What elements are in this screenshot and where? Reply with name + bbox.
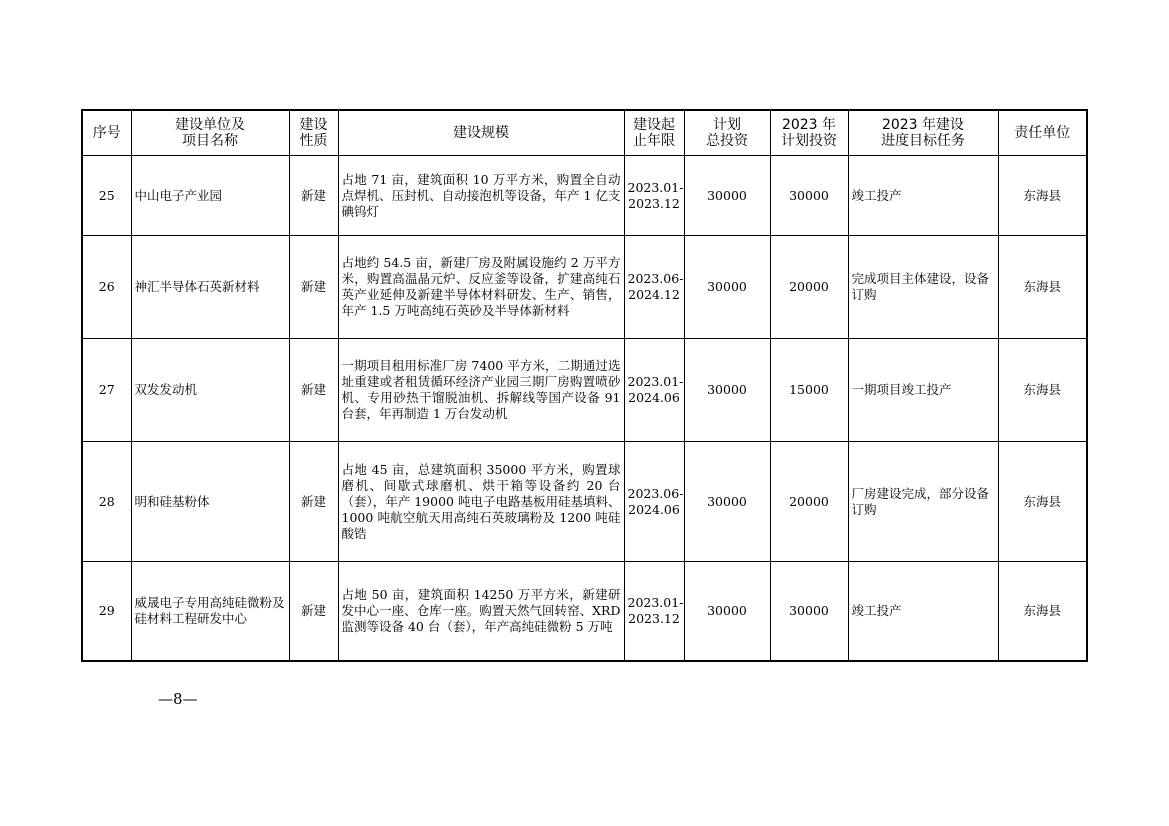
- cell-no: 25: [82, 156, 131, 236]
- cell-no: 28: [82, 442, 131, 562]
- cell-total-investment: 30000: [684, 156, 770, 236]
- header-cell-name: 建设单位及 项目名称: [131, 110, 289, 156]
- header-cell-scale: 建设规模: [338, 110, 624, 156]
- cell-nature: 新建: [289, 562, 338, 661]
- cell-scale: 占地 50 亩，建筑面积 14250 万平方米，新建研发中心一座、仓库一座。购置天然气回转窑、XRD 监测等设备 40 台（套），年产高纯硅微粉 5 万吨: [338, 562, 624, 661]
- cell-target: 一期项目竣工投产: [848, 339, 998, 442]
- cell-plan-2023: 20000: [770, 442, 848, 562]
- cell-nature: 新建: [289, 339, 338, 442]
- cell-period: 2023.01- 2023.12: [624, 562, 684, 661]
- cell-period: 2023.01- 2023.12: [624, 156, 684, 236]
- cell-total-investment: 30000: [684, 236, 770, 339]
- header-cell-target: 2023 年建设 进度目标任务: [848, 110, 998, 156]
- cell-scale: 占地 71 亩，建筑面积 10 万平方米，购置全自动点焊机、压封机、自动接泡机等设备，年产 1 亿支碘钨灯: [338, 156, 624, 236]
- cell-plan-2023: 30000: [770, 562, 848, 661]
- page-number: —8—: [158, 690, 198, 708]
- cell-no: 29: [82, 562, 131, 661]
- cell-plan-2023: 15000: [770, 339, 848, 442]
- table-row: [82, 339, 1087, 442]
- cell-scale: 占地约 54.5 亩，新建厂房及附属设施约 2 万平方米，购置高温晶元炉、反应釜等设备，扩建高纯石英产业延伸及新建半导体材料研发、生产、销售，年产 1.5 万吨高纯石英砂及半导体新材料: [338, 236, 624, 339]
- project-table: [81, 109, 1088, 662]
- table-row: [82, 236, 1087, 339]
- cell-unit: 东海县: [998, 562, 1087, 661]
- cell-name: 神汇半导体石英新材料: [131, 236, 289, 339]
- table-row: [82, 156, 1087, 236]
- table-row: [82, 442, 1087, 562]
- cell-plan-2023: 20000: [770, 236, 848, 339]
- header-cell-no: 序号: [82, 110, 131, 156]
- cell-target: 完成项目主体建设，设备订购: [848, 236, 998, 339]
- cell-target: 竣工投产: [848, 562, 998, 661]
- cell-target: 竣工投产: [848, 156, 998, 236]
- cell-nature: 新建: [289, 156, 338, 236]
- cell-name: 明和硅基粉体: [131, 442, 289, 562]
- cell-nature: 新建: [289, 442, 338, 562]
- cell-period: 2023.06- 2024.12: [624, 236, 684, 339]
- cell-name: 威晟电子专用高纯硅微粉及硅材料工程研发中心: [131, 562, 289, 661]
- cell-period: 2023.01- 2024.06: [624, 339, 684, 442]
- cell-plan-2023: 30000: [770, 156, 848, 236]
- cell-unit: 东海县: [998, 236, 1087, 339]
- cell-total-investment: 30000: [684, 442, 770, 562]
- cell-total-investment: 30000: [684, 339, 770, 442]
- cell-name: 中山电子产业园: [131, 156, 289, 236]
- header-cell-unit: 责任单位: [998, 110, 1087, 156]
- cell-unit: 东海县: [998, 156, 1087, 236]
- cell-unit: 东海县: [998, 339, 1087, 442]
- cell-no: 27: [82, 339, 131, 442]
- header-cell-total-investment: 计划 总投资: [684, 110, 770, 156]
- header-cell-period: 建设起 止年限: [624, 110, 684, 156]
- table-row: [82, 562, 1087, 661]
- header-cell-nature: 建设 性质: [289, 110, 338, 156]
- cell-total-investment: 30000: [684, 562, 770, 661]
- cell-no: 26: [82, 236, 131, 339]
- header-row: [82, 110, 1087, 156]
- cell-unit: 东海县: [998, 442, 1087, 562]
- cell-scale: 一期项目租用标准厂房 7400 平方米，二期通过选址重建或者租赁循环经济产业园三期厂房购置喷砂机、专用砂热干馏脱油机、拆解线等国产设备 91 台套，年再制造 1 万台发动机: [338, 339, 624, 442]
- cell-period: 2023.06- 2024.06: [624, 442, 684, 562]
- cell-name: 双发发动机: [131, 339, 289, 442]
- cell-target: 厂房建设完成，部分设备订购: [848, 442, 998, 562]
- cell-scale: 占地 45 亩，总建筑面积 35000 平方米，购置球磨机、间歇式球磨机、烘干箱等设备约 20 台（套），年产 19000 吨电子电路基板用硅基填料、1000 吨航空航天用高纯石英玻璃粉及 1200 吨硅酸锆: [338, 442, 624, 562]
- cell-nature: 新建: [289, 236, 338, 339]
- header-cell-plan-2023: 2023 年 计划投资: [770, 110, 848, 156]
